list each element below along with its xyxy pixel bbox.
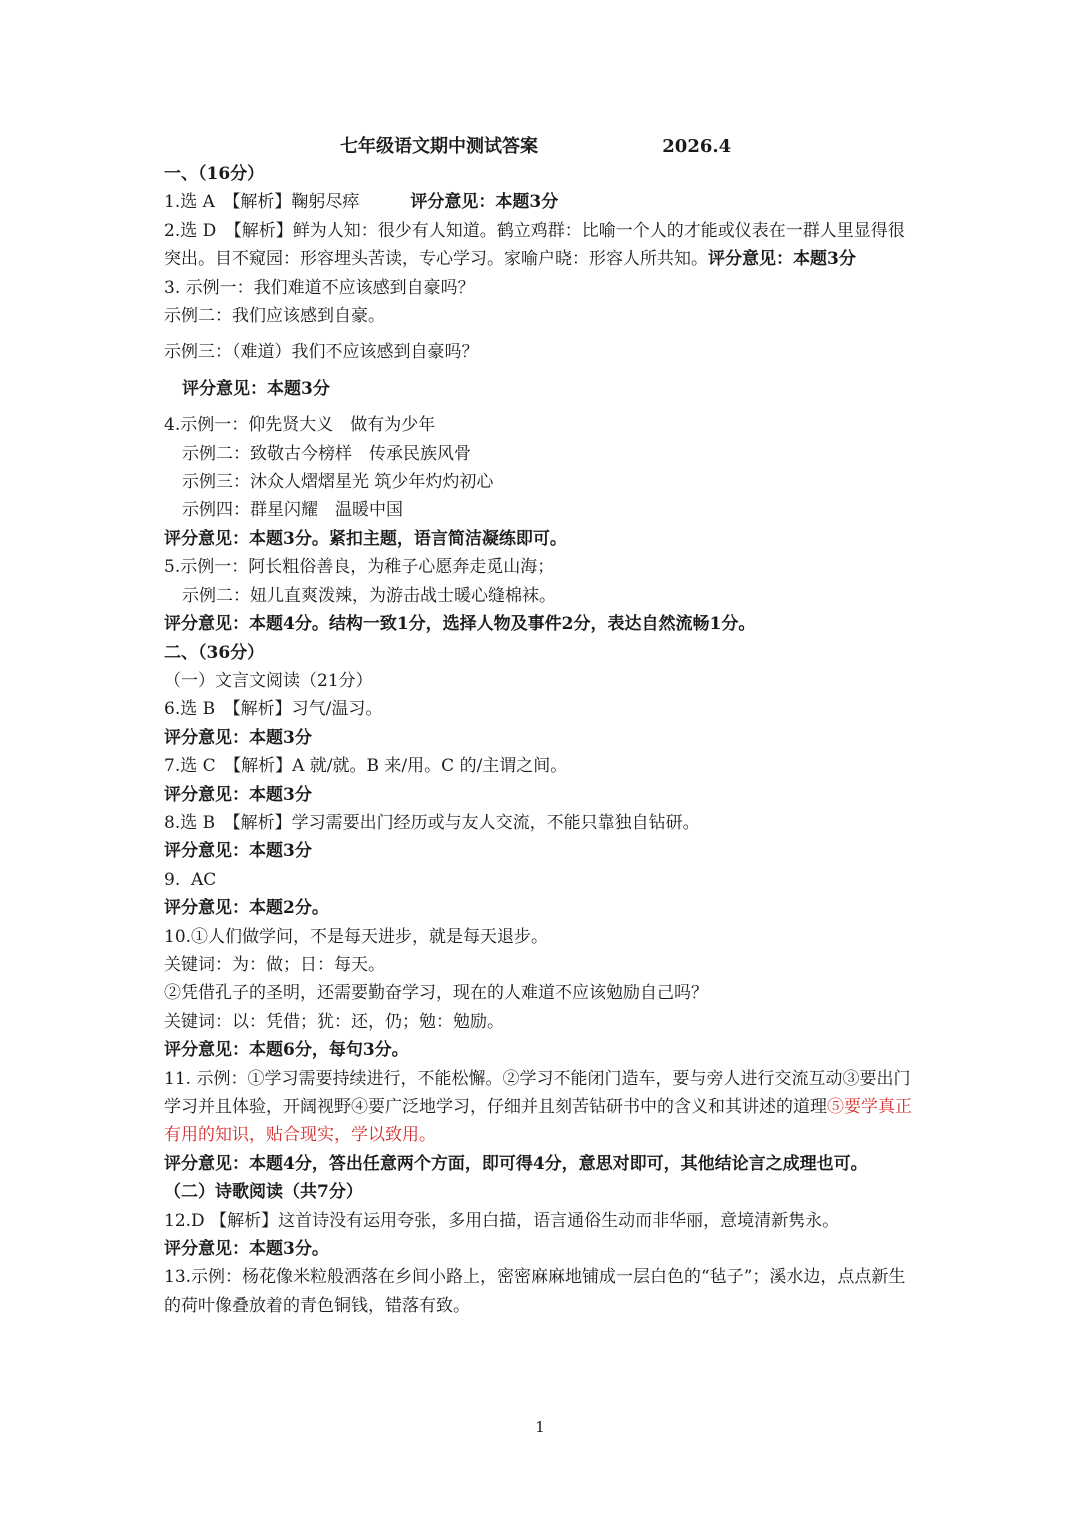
answer-line: 3. 示例一：我们难道不应该感到自豪吗？ (164, 277, 475, 298)
answer-line-segment: 11. 示例：①学习需要持续进行，不能松懈。②学习不能闭门造车，要与旁人进行交流互动③要出门学习并且体验，开阔视野④要广泛地学习，仔细并且刻苦钻研书中的含义和其讲述的道理 (164, 1068, 911, 1117)
answer-line: 评分意见：本题3分 (164, 727, 312, 748)
answer-line: 评分意见：本题2分。 (164, 898, 329, 919)
answer-line (164, 188, 920, 216)
answer-line: 评分意见：本题3分。 (164, 1239, 329, 1260)
answer-line: 示例二：妞儿直爽泼辣，为游击战士暖心缝棉袜。 (182, 585, 556, 606)
answer-line: 评分意见：本题4分，答出任意两个方面，即可得4分，意思对即可，其他结论言之成理也可。 (164, 1153, 868, 1174)
answer-line: 一、（16分） (164, 164, 265, 184)
answer-line: 示例四：群星闪耀 温暖中国 (182, 500, 403, 521)
answer-line: 10.①人们做学问，不是每天进步，就是每天退步。 (164, 926, 549, 947)
answer-line: 4.示例一：仰先贤大义 做有为少年 (164, 415, 436, 436)
answer-line-segment: 评分意见：本题3分 (410, 192, 559, 213)
document-date: 2026.4 (662, 136, 732, 157)
answer-line: 13.示例：杨花像米粒般洒落在乡间小路上，密密麻麻地铺成一层白色的“毡子”；溪水边，点点新生的荷叶像叠放着的青色铜钱，错落有致。 (164, 1267, 906, 1316)
document-title: 七年级语文期中测试答案 (340, 136, 538, 157)
answer-line-segment: 评分意见：本题3分 (708, 249, 856, 270)
answer-line: 评分意见：本题3分 (164, 841, 312, 862)
answer-line: 评分意见：本题6分，每句3分。 (164, 1040, 409, 1061)
answer-line-segment: 2.选 D 【解析】鲜为人知：很少有人知道。鹤立鸡群：比喻一个人的才能或仪表在一群人里显得很突出。目不窥园：形容埋头苦读，专心学习。家喻户晓：形容人所共知。 (164, 220, 905, 270)
answer-line: 关键词：为：做；日：每天。 (164, 954, 385, 975)
answer-content (164, 160, 920, 1320)
answer-line: 示例三：沐众人熠熠星光 筑少年灼灼初心 (182, 472, 494, 493)
answer-line: 5.示例一：阿长粗俗善良，为稚子心愿奔走觅山海； (164, 557, 555, 578)
answer-line: 评分意见：本题3分。紧扣主题，语言简洁凝练即可。 (164, 528, 567, 549)
answer-line: 评分意见：本题3分 (182, 378, 330, 399)
title-row (340, 132, 731, 158)
answer-line: 示例三：（难道）我们不应该感到自豪吗？ (164, 342, 479, 363)
answer-line: 评分意见：本题4分。结构一致1分，选择人物及事件2分，表达自然流畅1分。 (164, 614, 756, 635)
answer-line-segment: 1.选 A 【解析】鞠躬尽瘁 (164, 192, 411, 213)
answer-line: 7.选 C 【解析】A 就/就。B 来/用。C 的/主谓之间。 (164, 756, 568, 777)
answer-line: （一）文言文阅读（21分） (164, 670, 373, 691)
answer-line: 二、（36分） (164, 642, 265, 663)
answer-line: （二）诗歌阅读（共7分） (164, 1182, 363, 1203)
answer-line: 关键词：以：凭借；犹：还，仍；勉：勉励。 (164, 1011, 504, 1032)
answer-line: 12.D 【解析】这首诗没有运用夸张，多用白描，语言通俗生动而非华丽，意境清新隽永。 (164, 1210, 840, 1231)
answer-line: 评分意见：本题3分 (164, 784, 312, 805)
answer-line-segment: ⑤要学真正有用的知识，贴合现实，学以致用。 (164, 1097, 912, 1146)
answer-line: 示例二：我们应该感到自豪。 (164, 306, 385, 327)
answer-line: 示例二：致敬古今榜样 传承民族风骨 (182, 443, 471, 464)
answer-line: ②凭借孔子的圣明，还需要勤奋学习，现在的人难道不应该勉励自己吗？ (164, 983, 708, 1004)
answer-line (164, 217, 920, 274)
answer-line: 8.选 B 【解析】学习需要出门经历或与友人交流，不能只靠独自钻研。 (164, 812, 700, 833)
page-number: 1 (535, 1418, 545, 1436)
answer-line: 6.选 B 【解析】习气/温习。 (164, 699, 383, 720)
answer-line: 9. AC (164, 869, 217, 890)
answer-line (164, 1065, 920, 1150)
